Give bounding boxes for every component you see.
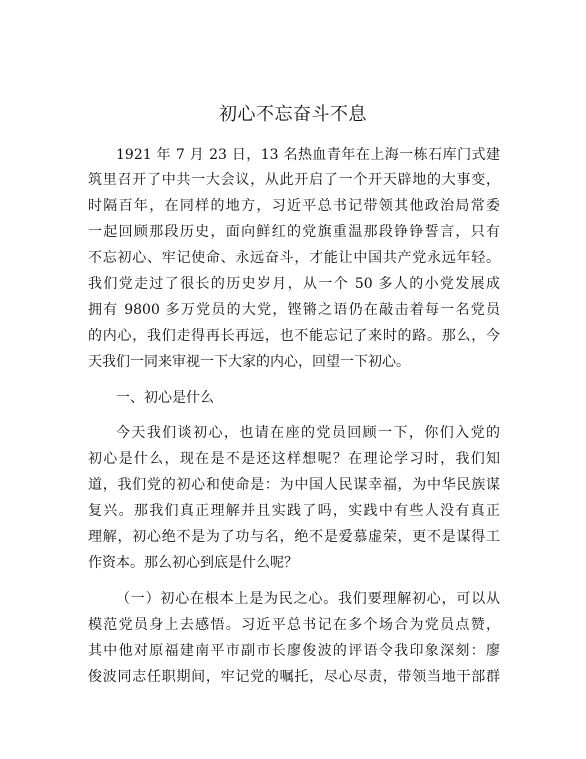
paragraph-line: 筑里召开了中共一大会议，从此开启了一个开天辟地的大事变， [88, 172, 500, 188]
section-heading: 一、初心是什么 [116, 390, 214, 406]
paragraph-line: 今天我们谈初心，也请在座的党员回顾一下，你们入党的 [116, 425, 500, 441]
paragraph-line: 天我们一同来审视一下大家的内心，回望一下初心。 [88, 354, 410, 370]
paragraph-line: 一起回顾那段历史，面向鲜红的党旗重温那段铮铮誓言，只有 [88, 224, 500, 240]
document-title: 初心不忘奋斗不息 [219, 104, 367, 125]
paragraph-line: 模范党员身上去感悟。习近平总书记在多个场合为党员点赞， [88, 617, 500, 633]
paragraph-line: 我们党走过了很长的历史岁月，从一个 50 多人的小党发展成 [88, 276, 500, 292]
paragraph-line: 不忘初心、牢记使命、永远奋斗，才能让中国共产党永远年轻。 [88, 250, 500, 266]
paragraph-line: 其中他对原福建南平市副市长廖俊波的评语令我印象深刻：廖 [88, 643, 500, 659]
paragraph-line: （一）初心在根本上是为民之心。我们要理解初心，可以从 [116, 591, 500, 607]
paragraph-line: 作资本。那么初心到底是什么呢？ [88, 555, 298, 571]
paragraph-line: 道，我们党的初心和使命是：为中国人民谋幸福，为中华民族谋 [88, 477, 500, 493]
paragraph-line: 初心是什么，现在是不是还这样想呢？在理论学习时，我们知 [88, 451, 500, 467]
paragraph-line: 俊波同志任职期间，牢记党的嘱托，尽心尽责，带领当地干部群 [88, 669, 500, 685]
paragraph-line: 1921 年 7 月 23 日，13 名热血青年在上海一栋石库门式建 [116, 147, 500, 163]
paragraph-line: 拥有 9800 多万党员的大党，铿锵之语仍在敲击着每一名党员 [88, 302, 500, 318]
paragraph-line: 复兴。那我们真正理解并且实践了吗，实践中有些人没有真正 [88, 503, 500, 519]
paragraph-line: 的内心，我们走得再长再远，也不能忘记了来时的路。那么，今 [88, 328, 500, 344]
paragraph-line: 理解，初心绝不是为了功与名，绝不是爱慕虚荣，更不是谋得工 [88, 529, 500, 545]
paragraph-line: 时隔百年，在同样的地方，习近平总书记带领其他政治局常委 [88, 198, 500, 214]
